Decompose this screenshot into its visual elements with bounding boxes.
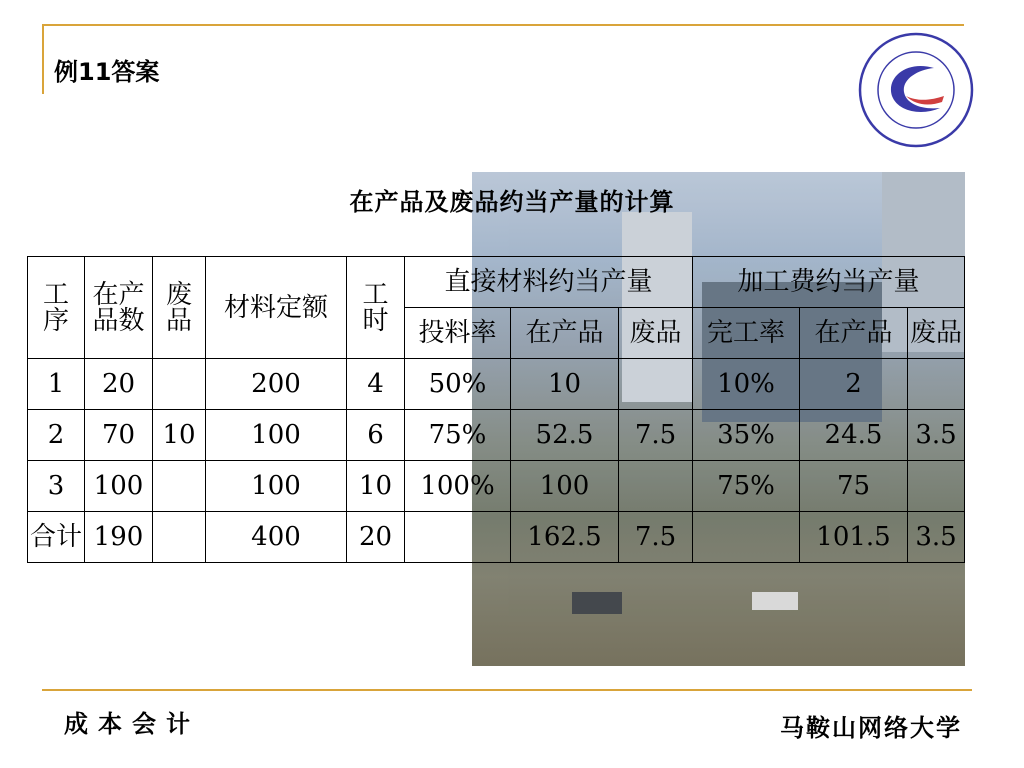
cell-scrap: [153, 359, 206, 410]
table-row: [28, 410, 965, 461]
header-cv-wip: 在产品: [800, 308, 908, 359]
header-input-rate: 投料率: [405, 308, 511, 359]
equivalent-output-table: [27, 256, 965, 563]
cell-scrap: [153, 512, 206, 563]
table-row: [28, 359, 965, 410]
cell-process: 3: [28, 461, 85, 512]
cell-scrap: [153, 461, 206, 512]
footer-school: 马鞍山网络大学: [780, 713, 962, 742]
header-scrap: 废 品: [153, 257, 206, 359]
header-direct-material-group: 直接材料约当产量: [405, 257, 693, 308]
cell-dm-wip: 52.5: [511, 410, 619, 461]
footer-course: 成本会计: [64, 709, 200, 738]
header-dm-scrap: 废品: [619, 308, 693, 359]
cell-completion-rate: 75%: [693, 461, 800, 512]
cell-wip-qty: 20: [85, 359, 153, 410]
cell-dm-scrap: 7.5: [619, 512, 693, 563]
cell-input-rate: 100%: [405, 461, 511, 512]
cell-dm-wip: 100: [511, 461, 619, 512]
cell-cv-scrap: [908, 359, 965, 410]
cell-input-rate: [405, 512, 511, 563]
cell-material-quota: 400: [206, 512, 347, 563]
cell-cv-scrap: 3.5: [908, 512, 965, 563]
cell-process: 1: [28, 359, 85, 410]
cell-hours: 6: [347, 410, 405, 461]
cell-dm-wip: 162.5: [511, 512, 619, 563]
cell-scrap: 10: [153, 410, 206, 461]
cell-material-quota: 100: [206, 461, 347, 512]
table-row: [28, 461, 965, 512]
cell-input-rate: 75%: [405, 410, 511, 461]
header-material-quota: 材料定额: [206, 257, 347, 359]
cell-hours: 10: [347, 461, 405, 512]
header-wip-qty: 在产 品数: [85, 257, 153, 359]
cell-wip-qty: 70: [85, 410, 153, 461]
cell-material-quota: 200: [206, 359, 347, 410]
header-hours: 工 时: [347, 257, 405, 359]
table-title: 在产品及废品约当产量的计算: [349, 187, 675, 216]
header-process: 工 序: [28, 257, 85, 359]
cell-dm-scrap: [619, 461, 693, 512]
bottom-rule: [42, 689, 972, 691]
cell-completion-rate: [693, 512, 800, 563]
cell-input-rate: 50%: [405, 359, 511, 410]
cell-completion-rate: 35%: [693, 410, 800, 461]
cell-cv-scrap: 3.5: [908, 410, 965, 461]
header-conversion-group: 加工费约当产量: [693, 257, 965, 308]
cell-cv-wip: 75: [800, 461, 908, 512]
top-rule: [42, 24, 964, 26]
title-accent-bar: [42, 24, 44, 94]
cell-dm-scrap: [619, 359, 693, 410]
table-row-total: [28, 512, 965, 563]
cell-process: 2: [28, 410, 85, 461]
cell-cv-scrap: [908, 461, 965, 512]
cell-dm-wip: 10: [511, 359, 619, 410]
header-completion-rate: 完工率: [693, 308, 800, 359]
university-logo: [856, 30, 976, 150]
cell-wip-qty: 100: [85, 461, 153, 512]
cell-hours: 4: [347, 359, 405, 410]
cell-cv-wip: 2: [800, 359, 908, 410]
cell-wip-qty: 190: [85, 512, 153, 563]
cell-process: 合计: [28, 512, 85, 563]
header-cv-scrap: 废品: [908, 308, 965, 359]
cell-cv-wip: 101.5: [800, 512, 908, 563]
slide-title: 例11答案: [54, 58, 160, 86]
cell-dm-scrap: 7.5: [619, 410, 693, 461]
cell-material-quota: 100: [206, 410, 347, 461]
header-dm-wip: 在产品: [511, 308, 619, 359]
cell-hours: 20: [347, 512, 405, 563]
cell-cv-wip: 24.5: [800, 410, 908, 461]
cell-completion-rate: 10%: [693, 359, 800, 410]
